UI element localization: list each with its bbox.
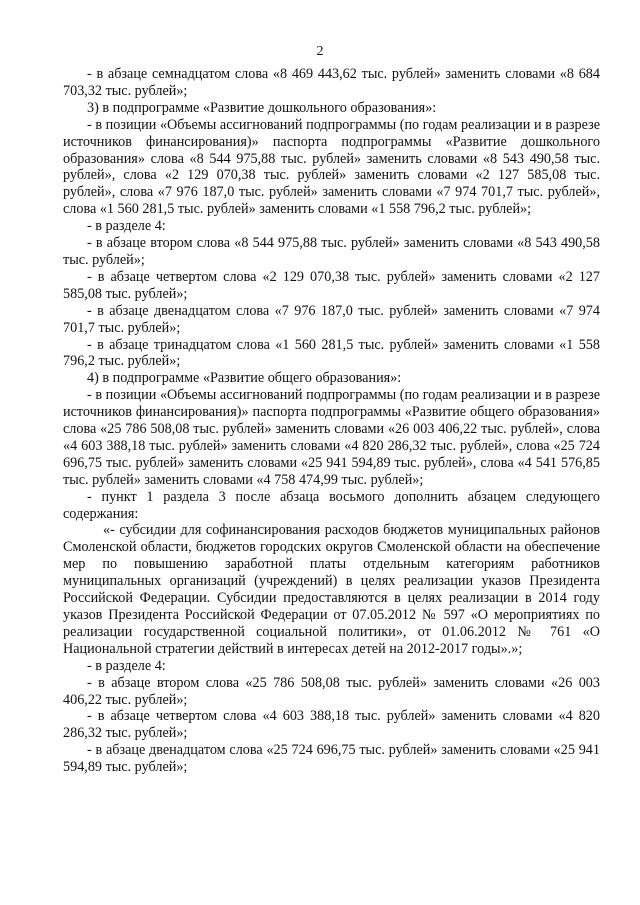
paragraph: - в позиции «Объемы ассигнований подпрограммы (по годам реализации и в разрезе источников финансирования)» паспорта подпрограммы «Развитие дошкольного образования» слова «8 544 975,88 тыс. рублей» заменить словами «8 543 490,58 тыс. рублей», слова «2 129 070,38 тыс. рублей» заменить словами «2 127 585,08 тыс. рублей», слова «7 976 187,0 тыс. рублей» заменить словами «7 974 701,7 тыс. рублей», слова «1 560 281,5 тыс. рублей» заменить словами «1 558 796,2 тыс. рублей»;: [63, 116, 600, 218]
paragraph: - в абзаце втором слова «8 544 975,88 тыс. рублей» заменить словами «8 543 490,58 тыс. рублей»;: [63, 235, 600, 268]
paragraph: - в абзаце двенадцатом слова «25 724 696,75 тыс. рублей» заменить словами «25 941 594,89 тыс. рублей»;: [63, 742, 600, 776]
paragraph: - в абзаце семнадцатом слова «8 469 443,62 тыс. рублей» заменить словами «8 684 703,32 тыс. рублей»;: [63, 66, 600, 99]
paragraph: - в разделе 4:: [87, 218, 166, 235]
paragraph: - в разделе 4:: [87, 657, 166, 674]
paragraph: - в абзаце четвертом слова «4 603 388,18 тыс. рублей» заменить словами «4 820 286,32 тыс. рублей»;: [63, 708, 600, 742]
document-body: [63, 66, 600, 776]
paragraph: - в позиции «Объемы ассигнований подпрограммы (по годам реализации и в разрезе источников финансирования)» паспорта подпрограммы «Развитие общего образования» слова «25 786 508,08 тыс. рублей» заменить словами «26 003 406,22 тыс. рублей», слова «4 603 388,18 тыс. рублей» заменить словами «4 820 286,32 тыс. рублей», слова «25 724 696,75 тыс. рублей» заменить словами «25 941 594,89 тыс. рублей», слова «4 541 576,85 тыс. рублей» заменить словами «4 758 474,99 тыс. рублей»;: [63, 387, 600, 488]
paragraph: 4) в подпрограмме «Развитие общего образования»:: [87, 370, 402, 387]
paragraph: - в абзаце втором слова «25 786 508,08 тыс. рублей» заменить словами «26 003 406,22 тыс. рублей»;: [63, 674, 600, 708]
paragraph: 3) в подпрограмме «Развитие дошкольного образования»:: [87, 99, 437, 116]
paragraph: - в абзаце четвертом слова «2 129 070,38 тыс. рублей» заменить словами «2 127 585,08 тыс. рублей»;: [63, 268, 600, 302]
page-number: 2: [316, 44, 324, 59]
paragraph: - пункт 1 раздела 3 после абзаца восьмого дополнить абзацем следующего содержания:: [63, 488, 600, 522]
paragraph: - в абзаце двенадцатом слова «7 976 187,0 тыс. рублей» заменить словами «7 974 701,7 тыс. рублей»;: [63, 302, 600, 336]
quoted-paragraph: «- субсидии для софинансирования расходов бюджетов муниципальных районов Смоленской области, бюджетов городских округов Смоленской области на обеспечение мер по повышению заработной платы отдельным категориям работников муниципальных организаций (учреждений) в целях реализации указов Президента Российской Федерации. Субсидии предоставляются в целях реализации в 2014 году указов Президента Российской Федерации от 07.05.2012 № 597 «О мероприятиях по реализации государственной социальной политики», от 01.06.2012 № 761 «О Национальной стратегии действий в интересах детей на 2012-2017 годы».»;: [63, 522, 600, 657]
paragraph: - в абзаце тринадцатом слова «1 560 281,5 тыс. рублей» заменить словами «1 558 796,2 тыс. рублей»;: [63, 336, 600, 370]
